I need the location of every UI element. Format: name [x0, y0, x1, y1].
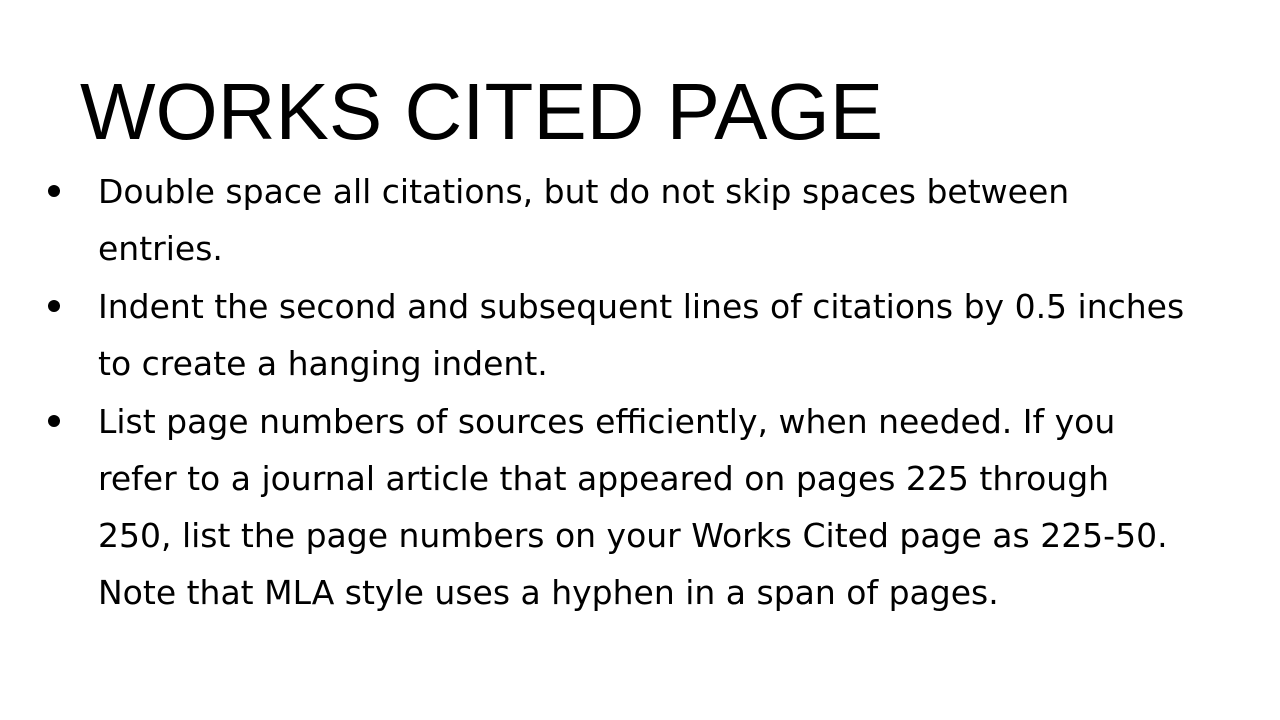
bullet-icon	[48, 415, 60, 427]
bullet-icon	[48, 300, 60, 312]
bullet-item	[48, 163, 1188, 277]
bullet-list	[48, 163, 1188, 621]
bullet-item	[48, 278, 1188, 392]
bullet-text: List page numbers of sources efficiently, when needed. If you refer to a journal article that appeared on pages 225 through 250, list the page numbers on your Works Cited page as 225-50. Note that MLA style uses a hyphen in a span of pages.	[98, 402, 1168, 612]
bullet-text: Indent the second and subsequent lines of citations by 0.5 inches to create a hanging indent.	[98, 287, 1185, 383]
bullet-item	[48, 393, 1188, 621]
bullet-icon	[48, 185, 60, 197]
bullet-text: Double space all citations, but do not skip spaces between entries.	[98, 172, 1070, 268]
slide-title: WORKS CITED PAGE	[80, 67, 884, 156]
